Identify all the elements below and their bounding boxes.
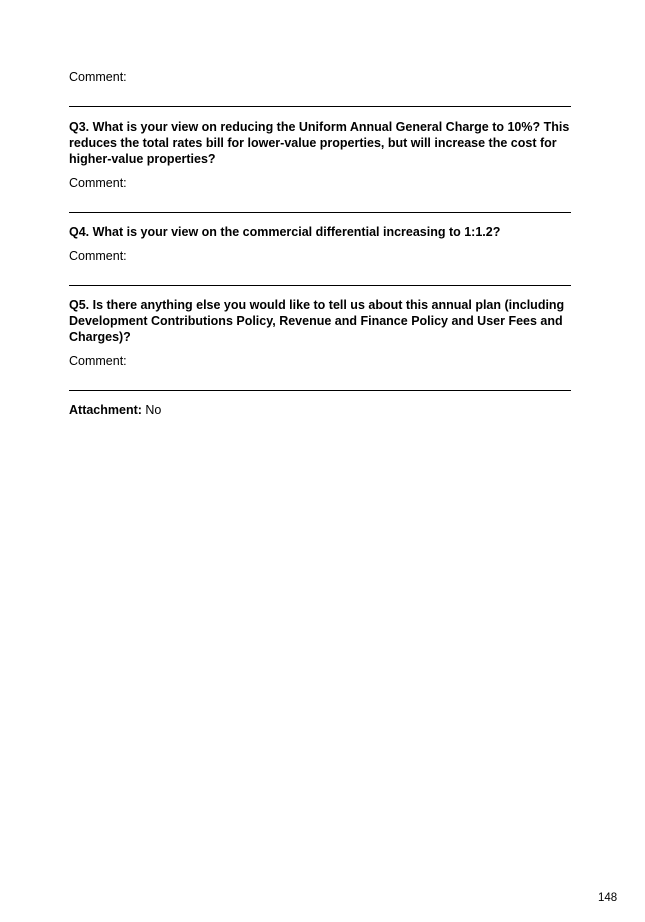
attachment-value: No <box>141 403 162 417</box>
divider <box>69 106 571 107</box>
comment-label: Comment: <box>69 176 127 190</box>
survey-responses <box>69 69 571 418</box>
comment-label: Comment: <box>69 249 127 263</box>
question-q4: Q4. What is your view on the commercial differential increasing to 1:1.2? <box>69 225 501 239</box>
divider <box>69 390 571 391</box>
comment-label: Comment: <box>69 70 127 84</box>
question-q5: Q5. Is there anything else you would like to tell us about this annual plan (including Development Contributions Policy, Revenue and Finance Policy and User Fees and Charges)? <box>69 298 565 344</box>
comment-label: Comment: <box>69 354 127 368</box>
attachment-line <box>69 402 571 418</box>
attachment-label: Attachment: <box>69 403 142 417</box>
page-number: 148 <box>598 892 618 904</box>
divider <box>69 212 571 213</box>
divider <box>69 285 571 286</box>
question-q3: Q3. What is your view on reducing the Uniform Annual General Charge to 10%? This reduces the total rates bill for lower-value properties, but will increase the cost for higher-value properties? <box>69 120 570 166</box>
